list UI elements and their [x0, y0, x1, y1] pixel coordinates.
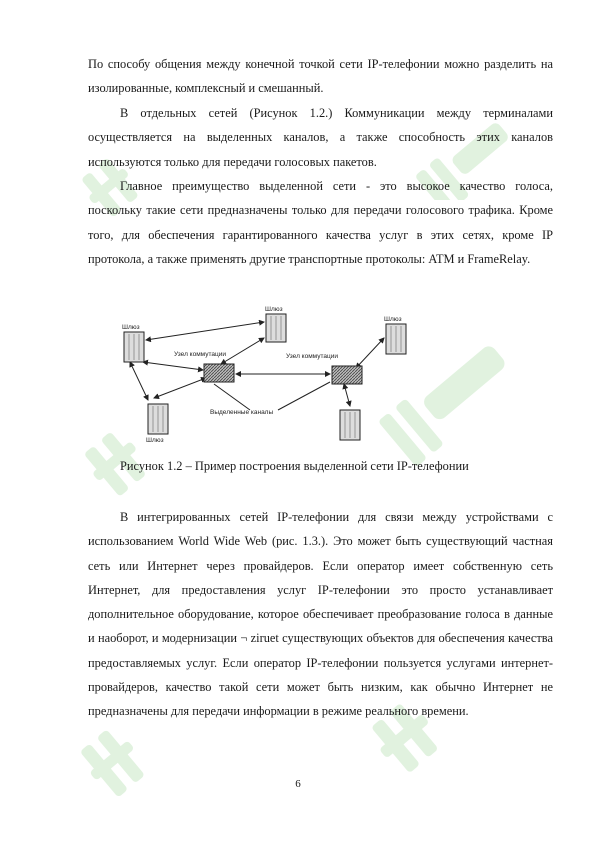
gateway-label: Шлюз: [265, 306, 283, 313]
paragraph-3: Главное преимущество выделенной сети - это высокое качество голоса, поскольку такие сети предназначены только для передачи голосового трафика. Кроме того, для обеспечения гарантированного качества услуг в этих сетях, кроме IP протокола, а также применять другие транспортные протоколы: ATM и FrameRelay.: [88, 179, 553, 266]
channels-label: Выделенные каналы: [210, 409, 274, 416]
gateway-label: Шлюз: [146, 437, 164, 444]
figure-caption: Рисунок 1.2 – Пример построения выделенной сети IP-телефонии: [120, 459, 469, 473]
gateway-label: Шлюз: [384, 316, 402, 323]
paragraph-2: В отдельных сетей (Рисунок 1.2.) Коммуникации между терминалами осуществляется на выделенных каналов, а также способность этих каналов используются только для передачи голосовых пакетов.: [88, 106, 553, 169]
paragraph-1: По способу общения между конечной точкой сети IP-телефонии можно разделить на изолированные, комплексный и смешанный.: [88, 57, 553, 96]
watermark-logo-icon: [78, 715, 158, 805]
node-label: Узел коммутации: [174, 351, 226, 358]
page-number: 6: [295, 778, 301, 790]
gateway-label: Шлюз: [122, 324, 140, 331]
node-label: Узел коммутации: [286, 353, 338, 360]
paragraph-4: В интегрированных сетей IP-телефонии для связи между устройствами с использованием World Wide Web (рис. 1.3.). Это может быть существующий частная сеть или Интернет через провайдеров. Если оператор имеет собственную сеть Интернет, для предоставления услуг IP-телефонии это просто устанавливает дополнительное оборудование, которое обеспечивает преобразование голоса в данные и наоборот, и модернизации ¬ ziruet существующих объектов для обеспечения качества предоставляемых услуг. Если оператор IP-телефонии пользуется услугами интернет-провайдеров, качество такой сети может быть низким, как обычно Интернет не предназначены для передачи информации в режиме реального времени.: [88, 510, 553, 719]
network-diagram: [118, 300, 438, 450]
